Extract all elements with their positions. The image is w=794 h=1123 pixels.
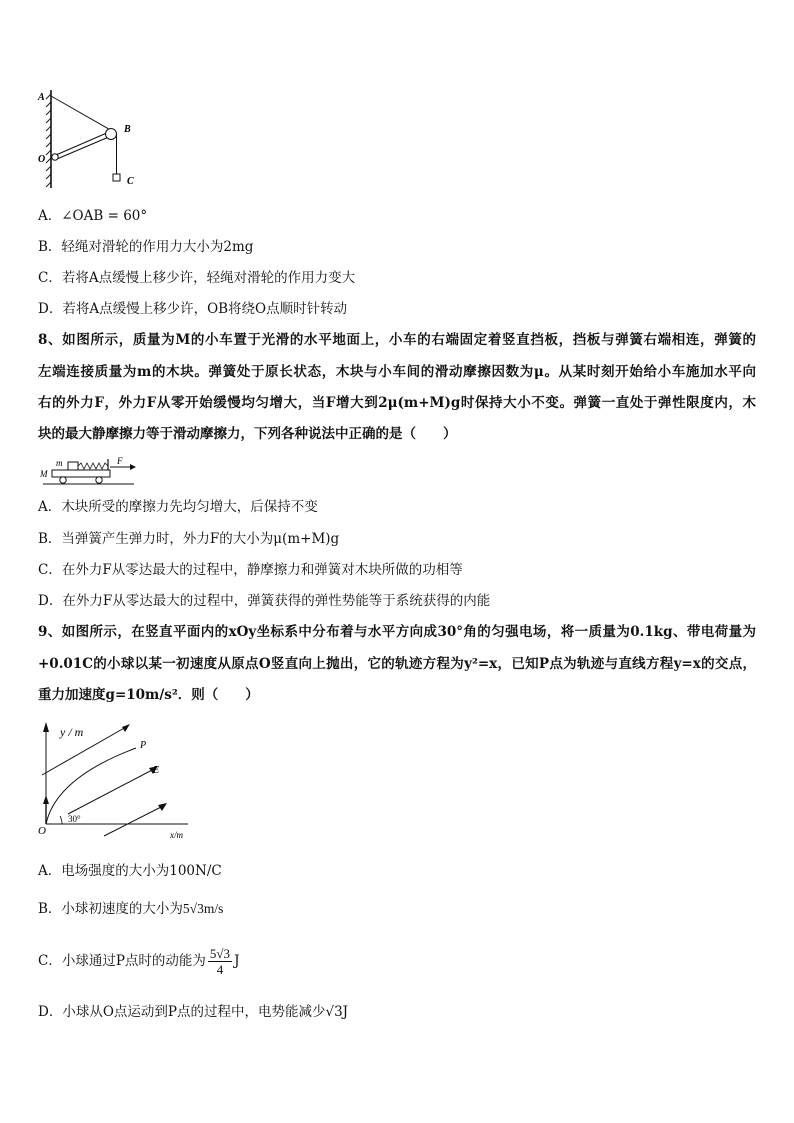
fraction-denominator: 4 bbox=[216, 962, 224, 977]
q9-stem-line-1: 9、如图所示，在竖直平面内的xOy坐标系中分布着与水平方向成30°角的匀强电场，将一质量为0.1kg、带电荷量为 bbox=[38, 624, 756, 640]
q9-option-b-prefix: B．小球初速度的大小为 bbox=[38, 901, 183, 917]
label-f: F bbox=[117, 456, 123, 466]
label-m-large: M bbox=[40, 469, 48, 479]
q7-option-a: A．∠OAB = 60° bbox=[38, 208, 148, 224]
q8-stem-line-4: 块的最大静摩擦力等于滑动摩擦力，下列各种说法中正确的是（ ） bbox=[38, 426, 457, 442]
field-trajectory-figure bbox=[36, 718, 196, 844]
field-e-label: E bbox=[153, 765, 160, 776]
kinetic-energy-fraction bbox=[208, 946, 232, 977]
point-p-label: P bbox=[140, 740, 147, 751]
q7-option-b: B．轻绳对滑轮的作用力大小为2mg bbox=[38, 239, 254, 255]
origin-label: O bbox=[38, 825, 46, 837]
q8-option-c: C．在外力F从零达最大的过程中，静摩擦力和弹簧对木块所做的功相等 bbox=[38, 562, 463, 578]
q9-option-d-prefix: D．小球从O点运动到P点的过程中，电势能减少 bbox=[38, 1004, 326, 1020]
q9-option-d bbox=[38, 1003, 348, 1021]
q7-option-d: D．若将A点缓慢上移少许，OB将绕O点顺时针转动 bbox=[38, 301, 348, 317]
q8-stem-line-2: 左端连接质量为m的木块。弹簧处于原长状态，木块与小车间的滑动摩擦因数为μ。从某时刻开始给小车施加水平向 bbox=[38, 364, 756, 380]
label-m-small: m bbox=[56, 458, 63, 468]
fraction-numerator: 5√3 bbox=[209, 946, 231, 961]
q8-option-a: A．木块所受的摩擦力先均匀增大，后保持不变 bbox=[38, 499, 318, 515]
q9-option-c-unit: J bbox=[234, 953, 240, 969]
q9-option-c bbox=[38, 944, 239, 978]
cart-figure bbox=[38, 454, 138, 488]
label-b: B bbox=[124, 124, 131, 135]
pulley-figure bbox=[36, 88, 146, 190]
q9-stem-line-3: 重力加速度g=10m/s²．则（ ） bbox=[38, 687, 259, 703]
q9-stem-line-2: +0.01C的小球以某一初速度从原点O竖直向上抛出，它的轨迹方程为y²=x，已知P点为轨迹与直线方程y=x的交点， bbox=[38, 656, 756, 672]
q8-option-b: B．当弹簧产生弹力时，外力F的大小为μ(m+M)g bbox=[38, 531, 340, 547]
label-o: O bbox=[38, 154, 46, 165]
q9-option-b bbox=[38, 900, 223, 918]
x-axis-label: x/m bbox=[170, 830, 183, 840]
q7-option-c: C．若将A点缓慢上移少许，轻绳对滑轮的作用力变大 bbox=[38, 270, 356, 286]
q9-option-c-prefix: C．小球通过P点时的动能为 bbox=[38, 953, 206, 969]
q8-stem-line-3: 右的外力F，外力F从零开始缓慢均匀增大，当F增大到2μ(m+M)g时保持大小不变。弹簧一直处于弹性限度内，木 bbox=[38, 395, 756, 411]
angle-label: 30° bbox=[68, 814, 81, 824]
label-c: C bbox=[127, 176, 134, 187]
y-axis-label: y / m bbox=[60, 725, 84, 739]
label-a: A bbox=[38, 92, 45, 103]
q9-option-a: A．电场强度的大小为100N/C bbox=[38, 863, 222, 879]
q8-option-d: D．在外力F从零达最大的过程中，弹簧获得的弹性势能等于系统获得的内能 bbox=[38, 593, 491, 609]
q8-stem-line-1: 8、如图所示，质量为M的小车置于光滑的水平地面上，小车的右端固定着竖直挡板，挡板与弹簧右端相连，弹簧的 bbox=[38, 332, 756, 348]
q9-option-d-value: √3J bbox=[325, 1004, 349, 1020]
q9-option-b-value: 5√3m/s bbox=[182, 901, 224, 916]
